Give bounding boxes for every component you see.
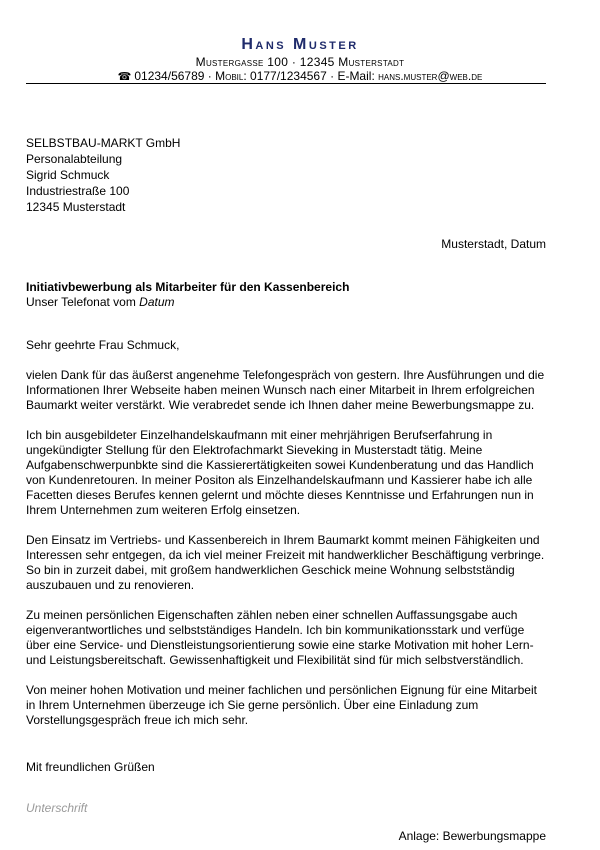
recipient-line: Sigrid Schmuck xyxy=(26,168,110,182)
letter-body xyxy=(26,338,548,743)
body-paragraph: Zu meinen persönlichen Eigenschaften zählen neben einer schnellen Auffassungsgabe auch eigenverantwortliches und selbstständiges Handeln. Ich bin kommunikationsstark und verfüge über eine Service- und Dienstleistungsorientierung sowie eine starke Motivation mit hoher Lern- und Leistungsbereitschaft. Gewissenhaftigkeit und Flexibilität sind für mich selbstverständlich. xyxy=(26,608,534,667)
recipient-line: Industriestraße 100 xyxy=(26,184,130,198)
body-paragraph: Den Einsatz im Vertriebs- und Kassenbereich in Ihrem Baumarkt kommt meinen Fähigkeiten und Interessen sehr entgegen, da ich viel meiner Freizeit mit handwerklicher Beschäftigung verbringe. So bin in zurzeit dabei, mit großem handwerklichen Geschick meine Wohnung selbstständig auszubauen und zu renovieren. xyxy=(26,533,545,592)
email-address: hans.muster@web.de xyxy=(378,69,483,83)
sender-contact xyxy=(0,69,600,83)
mobile-label: Mobil: xyxy=(215,69,247,83)
attachment-note: Anlage: Bewerbungsmappe xyxy=(398,829,546,843)
recipient-line: Personalabteilung xyxy=(26,152,123,166)
email-label: E-Mail: xyxy=(337,69,375,83)
place-date: Musterstadt, Datum xyxy=(441,237,546,251)
mobile-number: 0177/1234567 xyxy=(250,69,327,83)
header-divider xyxy=(26,83,546,84)
reference-text: Unser Telefonat vom xyxy=(26,295,140,309)
body-paragraph: vielen Dank für das äußerst angenehme Telefongespräch von gestern. Ihre Ausführungen und die Informationen Ihrer Webseite haben meinen Wunsch nach einer Mitarbeit in Ihrem erfolgreichen Baumarkt weiter verstärkt. Wie verabredet sende ich Ihnen daher meine Bewerbungsmappe zu. xyxy=(26,368,545,412)
subject-block xyxy=(26,280,349,310)
salutation: Sehr geehrte Frau Schmuck, xyxy=(26,338,180,352)
telephone-icon: ☎ xyxy=(117,71,132,83)
sender-address: Mustergasse 100 · 12345 Musterstadt xyxy=(195,55,405,69)
contact-separator: · xyxy=(204,69,216,83)
recipient-line: 12345 Musterstadt xyxy=(26,200,126,214)
contact-separator: · xyxy=(326,69,338,83)
reference-date-placeholder: Datum xyxy=(139,295,175,309)
sender-name: Hans Muster xyxy=(241,36,359,53)
signature-placeholder: Unterschrift xyxy=(26,801,88,815)
recipient-line: SELBSTBAU-MARKT GmbH xyxy=(26,136,181,150)
subject-reference xyxy=(26,295,349,310)
recipient-address xyxy=(26,135,180,215)
phone-number: 01234/56789 xyxy=(134,69,205,83)
body-paragraph: Von meiner hohen Motivation und meiner fachlichen und persönlichen Eignung für eine Mitarbeit in Ihrem Unternehmen überzeuge ich Sie gerne persönlich. Über eine Einladung zum Vorstellungsgespräch freue ich mich sehr. xyxy=(26,683,537,727)
closing: Mit freundlichen Grüßen xyxy=(26,760,155,774)
subject-title: Initiativbewerbung als Mitarbeiter für den Kassenbereich xyxy=(26,280,350,294)
body-paragraph: Ich bin ausgebildeter Einzelhandelskaufmann mit einer mehrjährigen Berufserfahrung in ungekündigter Stellung für den Elektrofachmarkt Sieveking in Musterstadt tätig. Meine Aufgabenschwerpunbkte sind die Kassierertätigkeiten sowei Kundenberatung und das Handlich von Kundenretouren. In meiner Positon als Einzelhandelskaufmann und Kassierer habe ich alle Facetten dieses Berufes kennen gelernt und möchte dieses Kenntnisse und Erfahrungen nun in Ihrem Unternehmen zum weiteren Erfolg einsetzen. xyxy=(26,428,534,517)
